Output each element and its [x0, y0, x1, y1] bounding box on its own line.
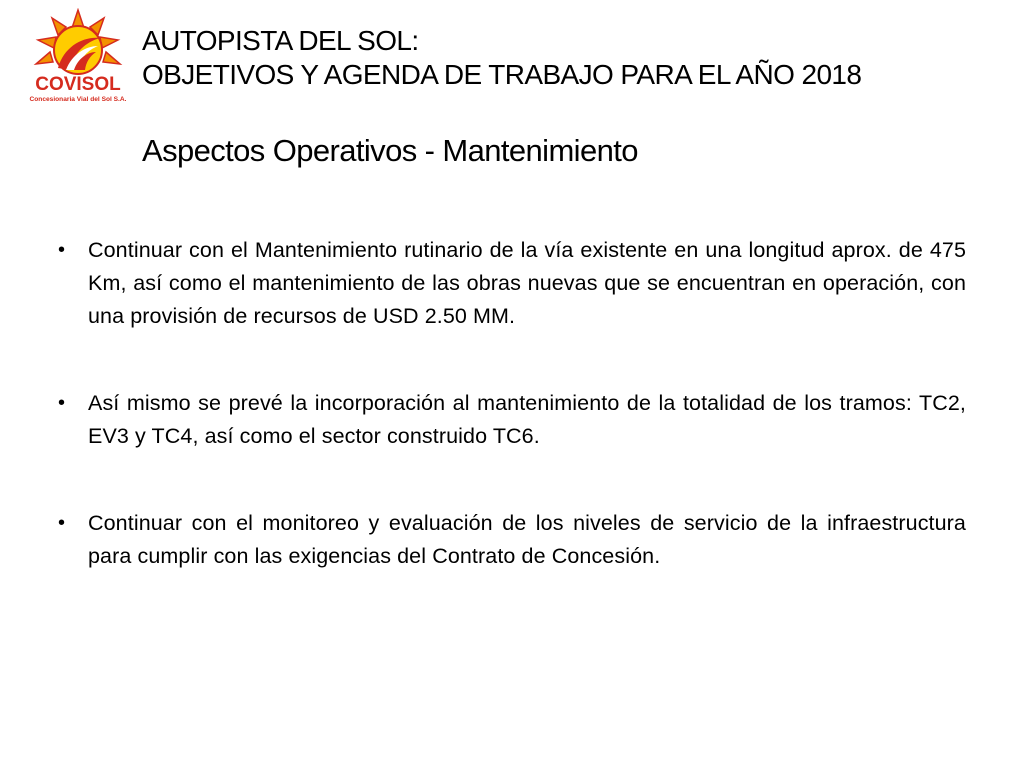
logo-wordmark: COVISOL	[35, 74, 121, 95]
bullet-item	[58, 234, 966, 333]
bullet-marker: •	[58, 512, 66, 534]
covisol-logo	[28, 8, 128, 108]
bullet-text: Continuar con el monitoreo y evaluación de los niveles de servicio de la infraestructura para cumplir con las exigencias del Contrato de Concesión.	[88, 511, 966, 568]
bullet-text: Continuar con el Mantenimiento rutinario de la vía existente en una longitud aprox. de 475 Km, así como el mantenimiento de las obras nuevas que se encuentran en operación, con una provisión de recursos de USD 2.50 MM.	[88, 238, 966, 328]
title-line-2: OBJETIVOS Y AGENDA DE TRABAJO PARA EL AÑO 2018	[142, 59, 862, 90]
bullet-list	[58, 234, 966, 573]
title-line-1: AUTOPISTA DEL SOL:	[142, 25, 419, 56]
bullet-item	[58, 507, 966, 573]
sun-road-logo-icon	[28, 8, 128, 108]
slide-title	[142, 24, 1002, 92]
bullet-item	[58, 387, 966, 453]
bullet-marker: •	[58, 239, 66, 261]
logo-tagline: Concesionaria Vial del Sol S.A.	[29, 96, 127, 103]
bullet-marker: •	[58, 392, 66, 414]
slide-subtitle: Aspectos Operativos - Mantenimiento	[142, 133, 638, 168]
bullet-text: Así mismo se prevé la incorporación al mantenimiento de la totalidad de los tramos: TC2, EV3 y TC4, así como el sector construido TC6.	[88, 391, 966, 448]
